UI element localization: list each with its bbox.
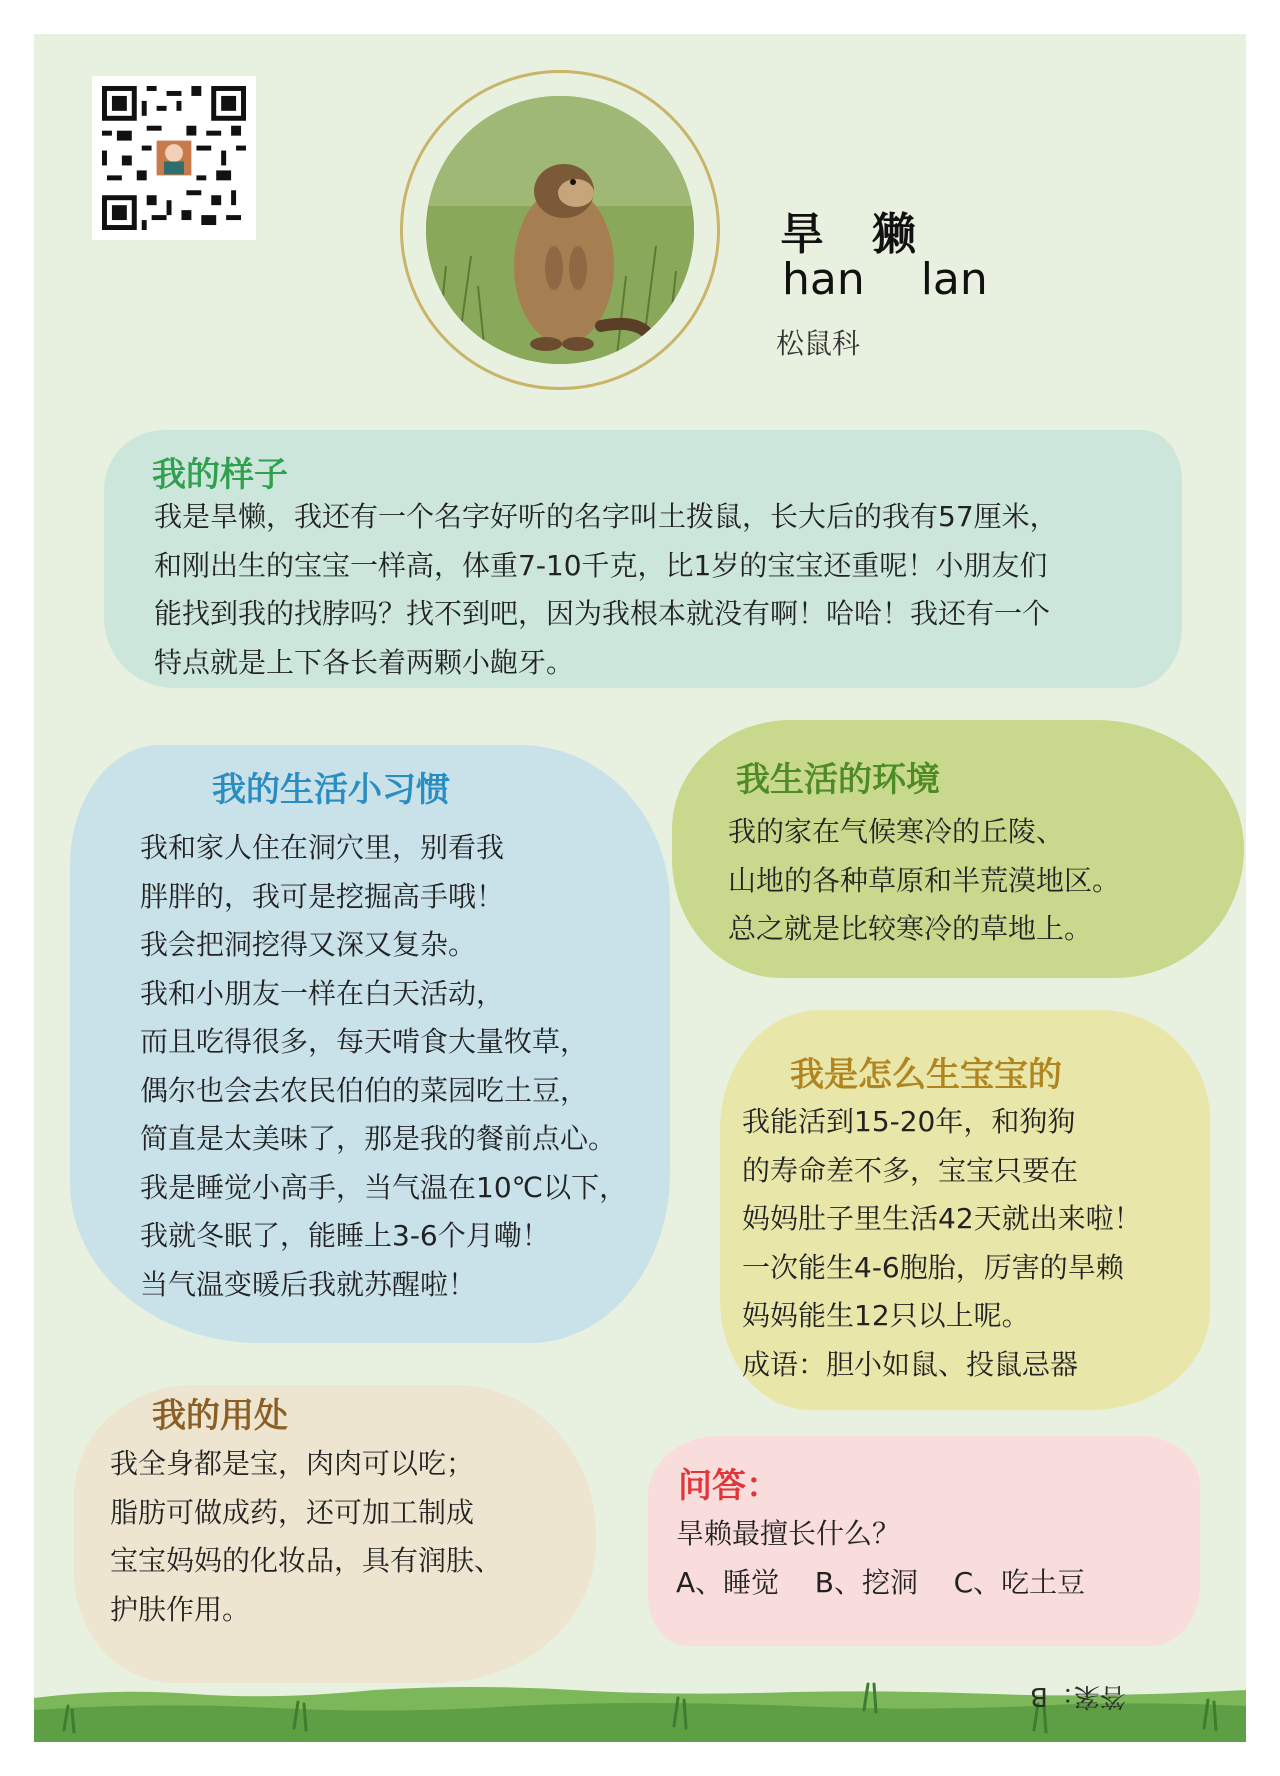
quiz-title: 问答： xyxy=(678,1466,780,1506)
quiz-text xyxy=(676,1510,1085,1607)
habits-title: 我的生活小习惯 xyxy=(212,770,450,810)
habits-line: 简直是太美味了，那是我的餐前点心。 xyxy=(140,1122,617,1155)
qr-code-graphic xyxy=(102,86,246,230)
quiz-options: A、睡觉 B、挖洞 C、吃土豆 xyxy=(676,1565,1086,1599)
habits-text xyxy=(140,824,627,1309)
reproduction-line: 妈妈肚子里生活42天就出来啦！ xyxy=(742,1202,1142,1235)
appearance-line: 能找到我的找脖吗？找不到吧，因为我根本就没有啊！哈哈！我还有一个 xyxy=(154,597,1051,630)
environment-line: 总之就是比较寒冷的草地上。 xyxy=(728,912,1093,945)
habits-line: 偶尔也会去农民伯伯的菜园吃土豆， xyxy=(140,1073,589,1107)
reproduction-line: 一次能生4-6胞胎，厉害的旱赖 xyxy=(742,1250,1124,1284)
reproduction-line: 的寿命差不多，宝宝只要在 xyxy=(742,1153,1079,1187)
environment-title: 我生活的环境 xyxy=(736,760,940,800)
uses-line: 脂肪可做成药，还可加工制成 xyxy=(110,1495,475,1529)
uses-line: 护肤作用。 xyxy=(110,1592,251,1626)
habits-line: 我是睡觉小高手，当气温在10℃以下， xyxy=(140,1170,628,1204)
habits-line: 我和家人住在洞穴里，别看我 xyxy=(140,831,505,864)
uses-line: 宝宝妈妈的化妆品，具有润肤、 xyxy=(110,1544,503,1577)
reproduction-text xyxy=(742,1098,1142,1389)
environment-line: 山地的各种草原和半荒漠地区。 xyxy=(728,863,1121,897)
quiz-question: 旱赖最擅长什么？ xyxy=(676,1517,901,1550)
habits-line: 我会把洞挖得又深又复杂。 xyxy=(140,928,477,961)
appearance-text xyxy=(154,493,1058,687)
animal-name-chinese: 旱獭 xyxy=(780,209,964,260)
appearance-line: 特点就是上下各长着两颗小龅牙。 xyxy=(154,645,575,679)
marmot-photo xyxy=(426,96,694,364)
appearance-line: 和刚出生的宝宝一样高，体重7-10千克，比1岁的宝宝还重呢！小朋友们 xyxy=(154,548,1048,582)
quiz-answer: 答案：B xyxy=(1030,1681,1126,1711)
reproduction-line: 我能活到15-20年，和狗狗 xyxy=(742,1105,1076,1138)
qr-code[interactable] xyxy=(92,76,256,240)
environment-line: 我的家在气候寒冷的丘陵、 xyxy=(728,815,1065,848)
animal-family: 松鼠科 xyxy=(776,327,861,360)
uses-title: 我的用处 xyxy=(152,1396,288,1436)
uses-text xyxy=(110,1440,502,1634)
appearance-line: 我是旱懒，我还有一个名字好听的名字叫土拨鼠，长大后的我有57厘米， xyxy=(154,500,1058,533)
habits-line: 我就冬眠了，能睡上3-6个月嘞！ xyxy=(140,1219,550,1252)
reproduction-title: 我是怎么生宝宝的 xyxy=(790,1055,1062,1095)
habits-line: 胖胖的，我可是挖掘高手哦！ xyxy=(140,879,505,913)
reproduction-line: 成语：胆小如鼠、投鼠忌器 xyxy=(742,1347,1079,1381)
uses-line: 我全身都是宝，肉肉可以吃； xyxy=(110,1447,475,1480)
appearance-title: 我的样子 xyxy=(152,455,288,495)
environment-text xyxy=(728,808,1120,954)
habits-line: 我和小朋友一样在白天活动， xyxy=(140,976,505,1010)
habits-line: 而且吃得很多，每天啃食大量牧草， xyxy=(140,1025,589,1058)
marmot-illustration xyxy=(426,96,694,364)
habits-line: 当气温变暖后我就苏醒啦！ xyxy=(140,1267,477,1301)
animal-name-pinyin: han lan xyxy=(782,254,988,305)
reproduction-line: 妈妈能生12只以上呢。 xyxy=(742,1299,1030,1332)
